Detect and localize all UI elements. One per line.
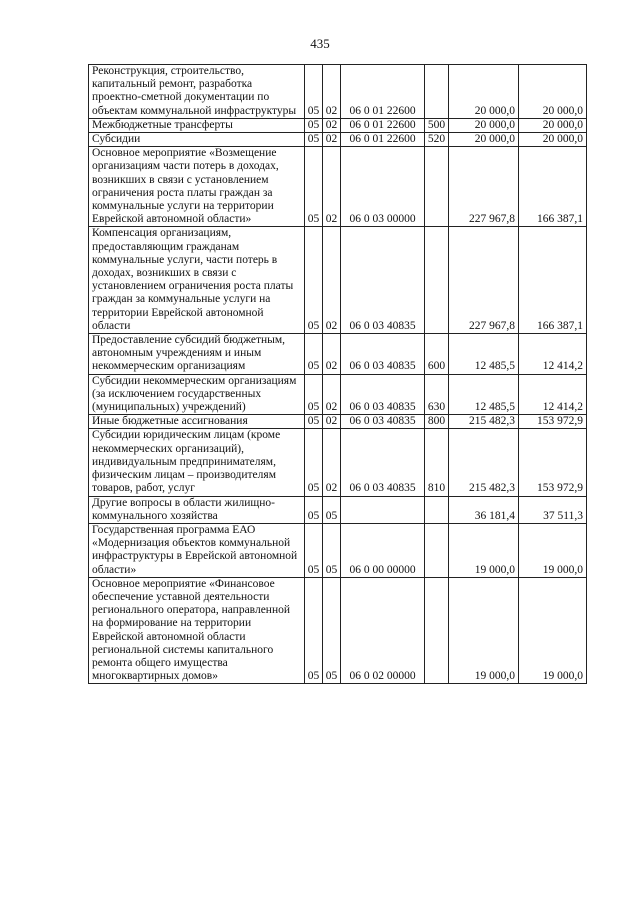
amount-year-1: 12 485,5 [449,374,519,415]
amount-year-1: 215 482,3 [449,429,519,496]
target-article-code: 06 0 03 40835 [341,374,425,415]
target-article-code: 06 0 03 40835 [341,334,425,375]
amount-year-2: 19 000,0 [519,577,587,684]
expense-type-code: 600 [425,334,449,375]
table-row [89,65,587,119]
subsection-code: 05 [323,496,341,523]
expense-type-code: 630 [425,374,449,415]
amount-year-2: 37 511,3 [519,496,587,523]
section-code: 05 [305,65,323,119]
subsection-code: 02 [323,227,341,334]
subsection-code: 02 [323,334,341,375]
amount-year-1: 20 000,0 [449,133,519,147]
section-code: 05 [305,577,323,684]
section-code: 05 [305,227,323,334]
table-row [89,523,587,577]
amount-year-2: 20 000,0 [519,133,587,147]
row-name: Компенсация организациям, предоставляющим гражданам коммунальные услуги, части потерь в доходах, возникших в связи с установлением ограничения роста платы граждан за коммунальные услуги на территории Еврейской автономной области [89,227,305,334]
amount-year-2: 12 414,2 [519,374,587,415]
budget-table [88,64,587,684]
table-row [89,415,587,429]
section-code: 05 [305,133,323,147]
expense-type-code [425,496,449,523]
subsection-code: 02 [323,415,341,429]
table-row [89,577,587,684]
row-name: Реконструкция, строительство, капитальный ремонт, разработка проектно-сметной документации по объектам коммунальной инфраструктуры [89,65,305,119]
table-row [89,374,587,415]
subsection-code: 02 [323,118,341,132]
table-row [89,496,587,523]
target-article-code: 06 0 03 40835 [341,227,425,334]
expense-type-code [425,65,449,119]
target-article-code: 06 0 03 00000 [341,147,425,227]
amount-year-1: 20 000,0 [449,65,519,119]
row-name: Субсидии юридическим лицам (кроме некоммерческих организаций), индивидуальным предпринимателям, физическим лицам – производителям товаров, работ, услуг [89,429,305,496]
target-article-code: 06 0 02 00000 [341,577,425,684]
expense-type-code [425,523,449,577]
row-name: Межбюджетные трансферты [89,118,305,132]
row-name: Субсидии [89,133,305,147]
expense-type-code: 800 [425,415,449,429]
amount-year-1: 19 000,0 [449,523,519,577]
table-row [89,334,587,375]
expense-type-code [425,577,449,684]
table-row [89,147,587,227]
section-code: 05 [305,496,323,523]
subsection-code: 02 [323,65,341,119]
amount-year-1: 36 181,4 [449,496,519,523]
section-code: 05 [305,523,323,577]
target-article-code: 06 0 01 22600 [341,118,425,132]
target-article-code: 06 0 03 40835 [341,415,425,429]
expense-type-code [425,147,449,227]
expense-type-code: 810 [425,429,449,496]
amount-year-2: 20 000,0 [519,118,587,132]
table-row [89,429,587,496]
amount-year-1: 215 482,3 [449,415,519,429]
row-name: Основное мероприятие «Финансовое обеспечение уставной деятельности регионального оператора, направленной на формирование на территории Еврейской автономной области региональной системы капитального ремонта общего имущества многоквартирных домов» [89,577,305,684]
section-code: 05 [305,415,323,429]
amount-year-1: 227 967,8 [449,227,519,334]
target-article-code: 06 0 01 22600 [341,65,425,119]
page-number: 435 [310,36,330,51]
amount-year-2: 153 972,9 [519,429,587,496]
amount-year-2: 153 972,9 [519,415,587,429]
subsection-code: 02 [323,133,341,147]
target-article-code: 06 0 03 40835 [341,429,425,496]
target-article-code [341,496,425,523]
target-article-code: 06 0 00 00000 [341,523,425,577]
subsection-code: 02 [323,429,341,496]
amount-year-2: 12 414,2 [519,334,587,375]
expense-type-code: 520 [425,133,449,147]
amount-year-1: 20 000,0 [449,118,519,132]
row-name: Другие вопросы в области жилищно-коммунального хозяйства [89,496,305,523]
section-code: 05 [305,374,323,415]
subsection-code: 02 [323,147,341,227]
table-row [89,227,587,334]
amount-year-2: 20 000,0 [519,65,587,119]
amount-year-2: 166 387,1 [519,147,587,227]
amount-year-1: 12 485,5 [449,334,519,375]
row-name: Предоставление субсидий бюджетным, автономным учреждениям и иным некоммерческим организациям [89,334,305,375]
expense-type-code [425,227,449,334]
target-article-code: 06 0 01 22600 [341,133,425,147]
amount-year-1: 19 000,0 [449,577,519,684]
row-name: Государственная программа ЕАО «Модернизация объектов коммунальной инфраструктуры в Еврейской автономной области» [89,523,305,577]
row-name: Субсидии некоммерческим организациям (за исключением государственных (муниципальных) учреждений) [89,374,305,415]
row-name: Иные бюджетные ассигнования [89,415,305,429]
section-code: 05 [305,429,323,496]
row-name: Основное мероприятие «Возмещение организациям части потерь в доходах, возникших в связи с установлением ограничения роста платы граждан за коммунальные услуги на территории Еврейской автономной области» [89,147,305,227]
section-code: 05 [305,334,323,375]
table-row [89,118,587,132]
section-code: 05 [305,118,323,132]
amount-year-2: 19 000,0 [519,523,587,577]
subsection-code: 05 [323,523,341,577]
amount-year-1: 227 967,8 [449,147,519,227]
expense-type-code: 500 [425,118,449,132]
amount-year-2: 166 387,1 [519,227,587,334]
subsection-code: 05 [323,577,341,684]
table-row [89,133,587,147]
section-code: 05 [305,147,323,227]
subsection-code: 02 [323,374,341,415]
